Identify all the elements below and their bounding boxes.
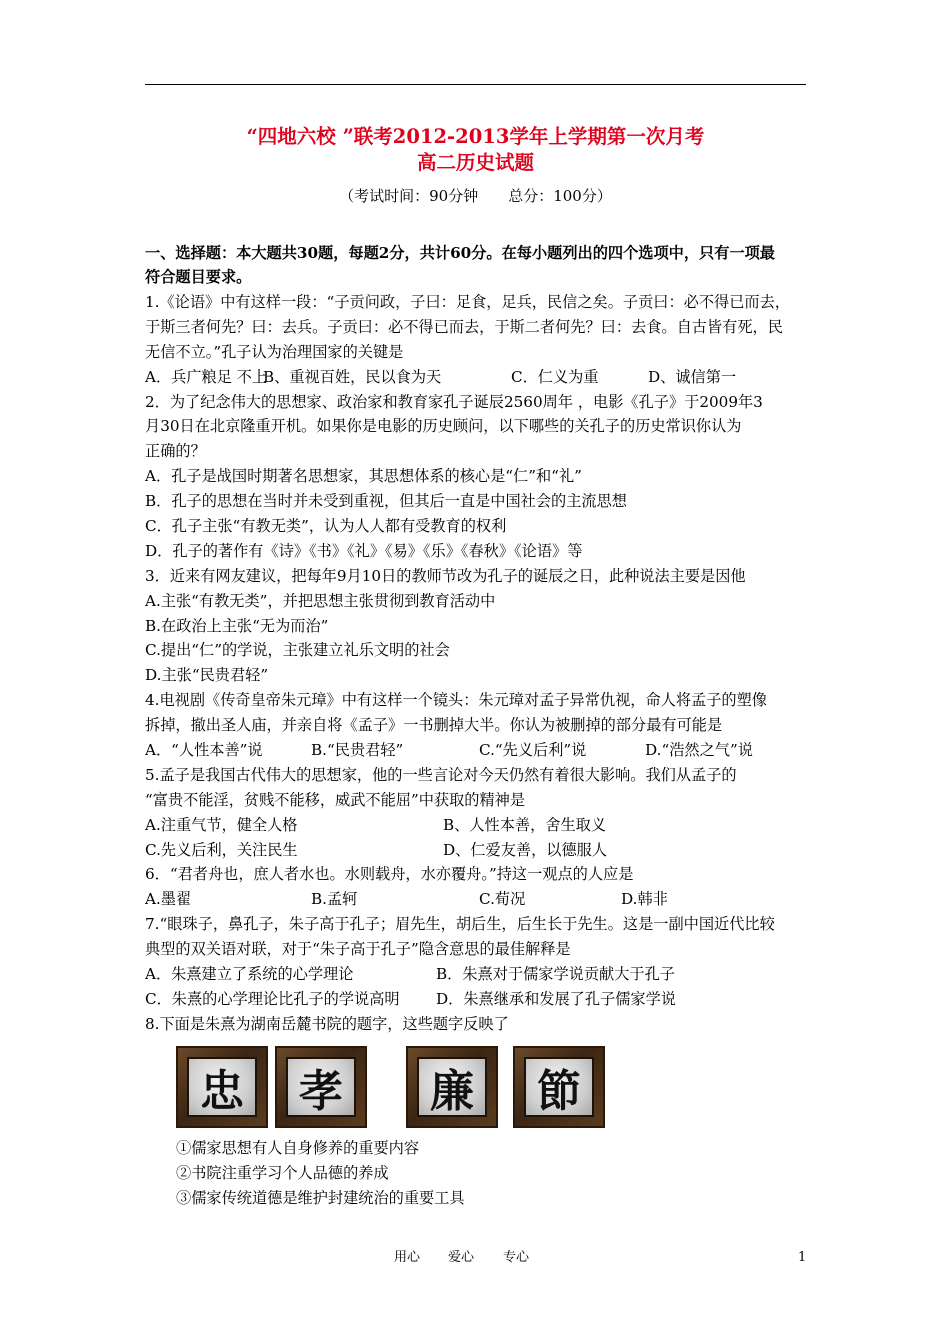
q1-option-a: A．兵广粮足 不上 [145, 368, 268, 386]
plaque-character: 廉 [417, 1057, 487, 1117]
exam-subject-title: 高二历史试题 [416, 151, 534, 174]
exam-info: （考试时间：90分钟 总分：100分） [339, 187, 612, 205]
q5-text: 5.孟子是我国古代伟大的思想家，他的一些言论对今天仍然有着很大影响。我们从孟子的 [145, 766, 737, 784]
footer-motto-1: 用心 [394, 1250, 421, 1265]
plaque-character: 孝 [286, 1057, 356, 1117]
q5-text: “富贵不能淫，贫贱不能移，威武不能屈”中获取的精神是 [145, 791, 526, 809]
plaque-filial-piety [275, 1046, 367, 1128]
q6-option-a: A.墨翟 [145, 890, 192, 908]
plaque-loyalty [176, 1046, 268, 1128]
q7-option-c: C．朱熹的心学理论比孔子的学说高明 [145, 990, 400, 1008]
q6-option-b: B.孟轲 [311, 890, 358, 908]
footer-motto-2: 爱心 [448, 1250, 475, 1265]
header-rule [145, 84, 806, 85]
q3-option-a: A.主张“有教无类”，并把思想主张贯彻到教育活动中 [145, 592, 496, 610]
q2-option-d: D．孔子的著作有《诗》《书》《礼》《易》《乐》《春秋》《论语》等 [145, 542, 583, 560]
plaque-integrity [406, 1046, 498, 1128]
q5-option-b: B、人性本善，舍生取义 [443, 816, 607, 834]
q2-text: 月30日在北京隆重开机。如果你是电影的历史顾问，以下哪些的关孔子的历史常识你认为 [145, 417, 742, 435]
q2-text: 正确的？ [145, 442, 206, 460]
q1-text: 无信不立。”孔子认为治理国家的关键是 [145, 343, 404, 361]
plaque-virtue [513, 1046, 605, 1128]
section-heading-cont: 符合题目要求。 [145, 268, 252, 286]
q4-option-a: A．“人性本善”说 [145, 741, 263, 759]
exam-title: “四地六校 ”联考2012-2013学年上学期第一次月考 [246, 125, 705, 148]
q3-text: 3．近来有网友建议，把每年9月10日的教师节改为孔子的诞辰之日，此种说法主要是因他 [145, 567, 746, 585]
footer-motto-3: 专心 [503, 1250, 530, 1265]
q5-option-d: D、仁爱友善，以德服人 [443, 841, 608, 859]
q3-option-c: C.提出“仁”的学说，主张建立礼乐文明的社会 [145, 641, 450, 659]
q3-option-d: D.主张“民贵君轻” [145, 666, 269, 684]
q4-option-d: D.“浩然之气”说 [645, 741, 753, 759]
q7-option-b: B．朱熹对于儒家学说贡献大于孔子 [436, 965, 675, 983]
q4-option-b: B.“民贵君轻” [311, 741, 404, 759]
q7-option-d: D．朱熹继承和发展了孔子儒家学说 [436, 990, 676, 1008]
calligraphy-plaques [176, 1046, 606, 1129]
q1-text: 于斯三者何先？曰：去兵。子贡曰：必不得已而去，于斯二者何先？曰：去食。自古皆有死，民 [145, 318, 783, 336]
q2-option-c: C．孔子主张“有教无类”，认为人人都有受教育的权利 [145, 517, 507, 535]
q4-option-c: C.“先义后利”说 [479, 741, 587, 759]
q7-text: 典型的双关语对联，对于“朱子高于孔子”隐含意思的最佳解释是 [145, 940, 571, 958]
q7-option-a: A．朱熹建立了系统的心学理论 [145, 965, 354, 983]
q1-option-b: B、重视百姓，民以食为天 [263, 368, 442, 386]
q8-statement-2: ②书院注重学习个人品德的养成 [176, 1164, 389, 1182]
q5-option-a: A.注重气节，健全人格 [145, 816, 298, 834]
q1-option-d: D、诚信第一 [648, 368, 737, 386]
q4-text: 4.电视剧《传奇皇帝朱元璋》中有这样一个镜头：朱元璋对孟子异常仇视，命人将孟子的塑像 [145, 691, 767, 709]
q7-text: 7.“眼珠子，鼻孔子，朱子高于孔子；眉先生，胡后生，后生长于先生。这是一副中国近代比较 [145, 915, 775, 933]
q8-text: 8.下面是朱熹为湖南岳麓书院的题字，这些题字反映了 [145, 1015, 509, 1033]
q1-text: 1.《论语》中有这样一段：“子贡问政，子曰：足食，足兵，民信之矣。子贡曰：必不得已而去， [145, 293, 790, 311]
q2-text: 2．为了纪念伟大的思想家、政治家和教育家孔子诞辰2560周年 ，电影《孔子》于2009年3 [145, 393, 763, 411]
page-number: 1 [798, 1250, 807, 1265]
plaque-character: 節 [524, 1057, 594, 1117]
q2-option-a: A．孔子是战国时期著名思想家，其思想体系的核心是“仁”和“礼” [145, 467, 582, 485]
q3-option-b: B.在政治上主张“无为而治” [145, 617, 329, 635]
section-heading: 一、选择题：本大题共30题，每题2分，共计60分。在每小题列出的四个选项中，只有一项最 [145, 244, 775, 262]
q5-option-c: C.先义后利，关注民生 [145, 841, 298, 859]
q4-text: 拆掉，撤出圣人庙，并亲自将《孟子》一书删掉大半。你认为被删掉的部分最有可能是 [145, 716, 723, 734]
q8-statement-1: ①儒家思想有人自身修养的重要内容 [176, 1139, 419, 1157]
plaque-character: 忠 [187, 1057, 257, 1117]
q2-option-b: B．孔子的思想在当时并未受到重视，但其后一直是中国社会的主流思想 [145, 492, 627, 510]
q6-option-c: C.荀况 [479, 890, 526, 908]
q6-option-d: D.韩非 [621, 890, 668, 908]
q8-statement-3: ③儒家传统道德是维护封建统治的重要工具 [176, 1189, 465, 1207]
q1-option-c: C．仁义为重 [511, 368, 599, 386]
q6-text: 6．“君者舟也，庶人者水也。水则载舟，水亦覆舟。”持这一观点的人应是 [145, 865, 634, 883]
